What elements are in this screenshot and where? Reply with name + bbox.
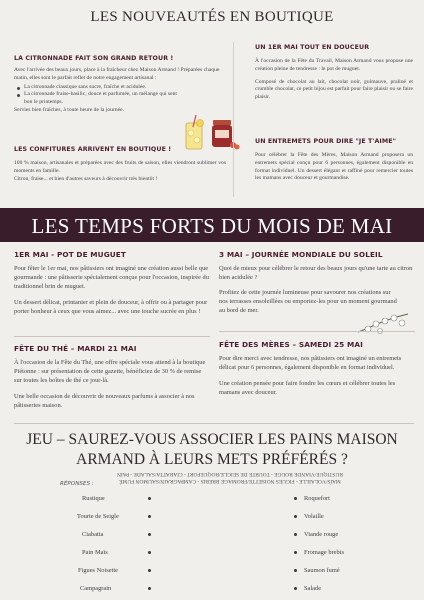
bread-dot[interactable] — [148, 569, 151, 572]
food-item: Saumon fumé — [304, 567, 340, 574]
bread-dot[interactable] — [148, 587, 151, 590]
event-the — [14, 344, 210, 411]
lemonade-glass-icon — [186, 115, 204, 149]
game-title-line1: JEU – SAUREZ-VOUS ASSOCIER LES PAINS MAISON — [26, 431, 398, 448]
bread-item: Campagrain — [80, 585, 112, 592]
list-item: La citronnade classique sans sucre, fraîche et acidulée. — [14, 84, 179, 92]
muguet-sprig-icon — [356, 310, 412, 336]
entremets-title: UN ENTREMETS POUR DIRE "JE T'AIME" — [255, 138, 397, 145]
event-meres-title: FÊTE DES MÈRES – SAMEDI 25 MAI — [219, 340, 363, 349]
event-meres-p1: Pour dire merci avec tendresse, nos pâtissiers ont imaginé un entremets délicat pour 6 personnes, également disponible en format individuel. — [219, 355, 402, 371]
muguet-title: UN 1ER MAI TOUT EN DOUCEUR — [255, 44, 370, 51]
bread-item: Tourte de Seigle — [77, 513, 119, 520]
bread-dot[interactable] — [148, 515, 151, 518]
event-muguet-title: 1ER MAI - POT DE MUGUET — [14, 250, 126, 259]
banner — [0, 208, 424, 242]
bread-item: Figues Noisette — [78, 567, 118, 574]
page-title: LES NOUVEAUTÉS EN BOUTIQUE — [90, 9, 334, 25]
event-muguet — [14, 250, 210, 317]
citronnade-list — [14, 84, 179, 107]
answers-line1: RUSTIQUE/VIANDE ROUGE - TOURTE DE SEIGLE/ROQUEFORT - CIABATTA/SALADE - PAIN — [117, 471, 343, 477]
event-muguet-p2: Un dessert délicat, printanier et plein de douceur, à offrir ou à partager pour porter bonheur à ceux que vous aimez... avec une touche sucrée en plus ! — [14, 298, 208, 315]
food-dot[interactable] — [294, 533, 297, 536]
bread-item: Rustique — [82, 495, 105, 502]
event-the-p1: À l'occasion de la Fête du Thé, une offre spéciale vous attend à la boutique Piétonne : sur présentation de cette gazette, bénéficiez de 30 % de remise sur toutes les boîtes de thé ce jour-là. — [14, 359, 206, 384]
bread-dot[interactable] — [148, 533, 151, 536]
food-dot[interactable] — [294, 515, 297, 518]
event-soleil-p1: Quoi de mieux pour célébrer le retour des beaux jours qu'une tarte au citron bien acidulée ? — [219, 265, 413, 281]
confitures-text: 100 % maison, artisanales et préparées avec des fruits de saison, elles viendront sublimer vos moments en famille. — [14, 160, 226, 174]
citronnade-intro: Avec l'arrivée des beaux jours, place à la fraîcheur chez Maison Armand ! Préparées chaque matin, elles sont le parfait reflet de notre engagement artisanal : — [14, 67, 220, 81]
citronnade-title: LA CITRONNADE FAIT SON GRAND RETOUR ! — [14, 55, 174, 62]
food-item: Roquefort — [304, 495, 330, 502]
answers-block — [60, 470, 400, 484]
food-item: Salade — [304, 585, 322, 592]
game-title-line2: ARMAND À LEURS METS PRÉFÉRÉS ? — [76, 451, 348, 468]
food-dot[interactable] — [294, 497, 297, 500]
event-soleil-title: 3 MAI – JOURNÉE MONDIALE DU SOLEIL — [219, 250, 383, 259]
bread-dot[interactable] — [148, 497, 151, 500]
citronnade-section — [14, 55, 226, 115]
answers-line2: MAÏS/VOLAILLE - FIGUES NOISETTE/FROMAGE BREBIS - CAMPAGRAIN/SAUMON FUMÉ — [119, 478, 341, 484]
divider — [14, 336, 210, 337]
list-item: La citronnade fraise-basilic, douce et parfumée, un mélange qui sent bon le printemps. — [14, 91, 179, 107]
food-item: Viande rouge — [304, 531, 339, 538]
divider — [219, 331, 415, 332]
food-dot[interactable] — [294, 551, 297, 554]
bread-dot[interactable] — [148, 551, 151, 554]
event-soleil-p2: Profitez de cette journée lumineuse pour savourer nos créations sur nos terrasses ensoleillées ou emportez-les pour un moment gourmand au bord de mer. — [219, 288, 397, 314]
food-dot[interactable] — [294, 569, 297, 572]
event-the-p2: Une belle occasion de découvrir de nouveaux parfums à associer à nos pâtisseries maison. — [14, 392, 195, 409]
event-muguet-p1: Pour fêter le 1er mai, nos pâtissiers ont imaginé une création aussi belle que gourmande : une pâtisserie spécialement conçue pour l'occasion, inspirée du traditionnel brin de muguet. — [14, 265, 209, 290]
event-meres — [219, 340, 415, 398]
event-soleil — [219, 250, 415, 316]
column-separator — [233, 42, 234, 197]
food-item: Volaille — [304, 513, 324, 520]
event-meres-p2: Une création pensée pour faire fondre les cœurs et célébrer toutes les mamans avec douceur. — [219, 379, 396, 396]
bread-item: Pain Maïs — [82, 549, 108, 556]
bread-item: Ciabatta — [82, 531, 104, 538]
event-the-title: FÊTE DU THÉ – MARDI 21 MAI — [14, 344, 137, 353]
muguet-section — [255, 44, 413, 102]
confitures-text2: Citron, fraise... et bien d'autres saveurs à découvrir très bientôt ! — [14, 175, 158, 182]
confitures-section — [14, 146, 226, 183]
food-item: Fromage brebis — [304, 549, 344, 556]
divider — [14, 423, 414, 424]
food-dot[interactable] — [294, 587, 297, 590]
answers-label: RÉPONSES : — [60, 481, 94, 487]
game-title — [0, 430, 424, 470]
entremets-section — [255, 138, 413, 183]
entremets-p1: Pour célébrer la Fête des Mères, Maison Armand proposera un entremets spécial conçu pour 6 personnes, également disponible en format individuel. Un dessert élégant et raffiné pour remercier toutes les mamans avec douceur et gourmandise. — [255, 152, 413, 182]
citronnade-outro: Servies bien fraîches, à toute heure de la journée. — [14, 106, 124, 113]
muguet-p2: Composé de chocolat au lait, chocolat noir, guimauve, praliné et crumble chocolat, ce petit bijou est parfait pour faire plaisir ou se faire plaisir. — [255, 78, 413, 101]
muguet-p1: À l'occasion de la Fête du Travail, Maison Armand vous propose une création pleine de tendresse : le pot de muguet. — [255, 58, 413, 72]
confitures-title: LES CONFITURES ARRIVENT EN BOUTIQUE ! — [14, 146, 172, 153]
banner-title: LES TEMPS FORTS DU MOIS DE MAI — [31, 214, 393, 238]
